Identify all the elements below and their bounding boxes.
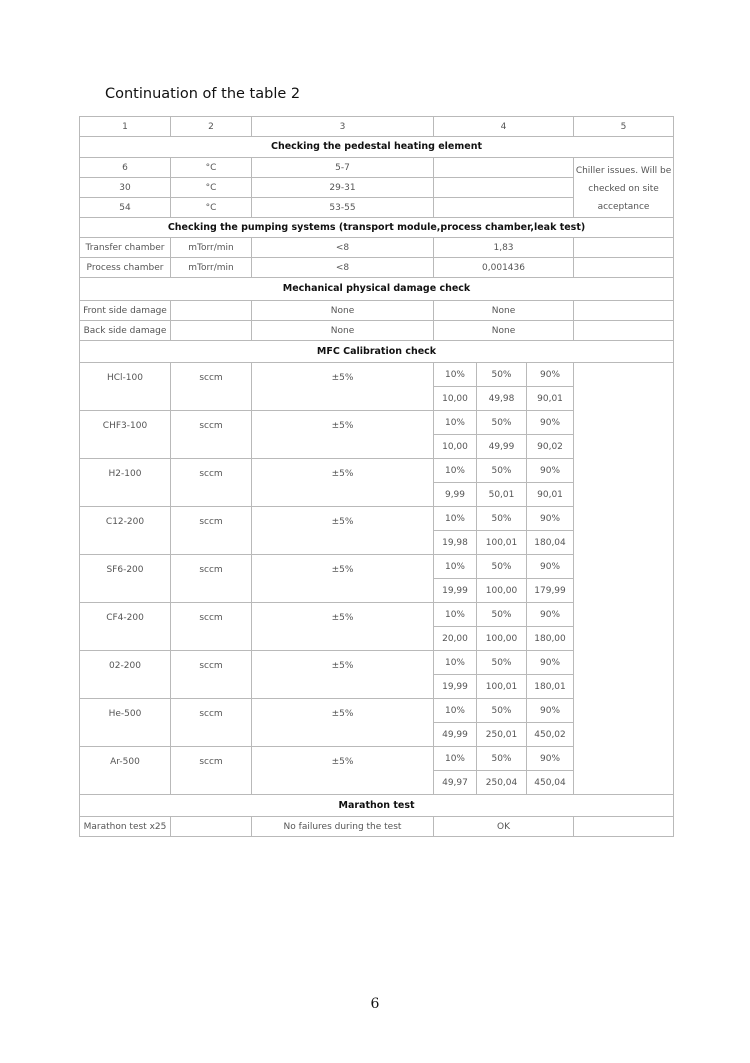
table-cell: 5-7 xyxy=(252,158,434,178)
mfc-measured: 100,00 xyxy=(477,579,527,603)
table-row xyxy=(80,258,674,278)
mfc-measured: 90,01 xyxy=(527,483,574,507)
table-cell: 30 xyxy=(80,178,171,198)
mfc-measured: 180,01 xyxy=(527,675,574,699)
mfc-measured: 9,99 xyxy=(434,483,477,507)
mfc-setpoint: 10% xyxy=(434,747,477,771)
mfc-name: Ar-500 xyxy=(80,747,171,795)
mfc-unit: sccm xyxy=(171,507,252,555)
mfc-setpoint: 90% xyxy=(527,699,574,723)
mfc-measured: 90,01 xyxy=(527,387,574,411)
column-number: 5 xyxy=(574,117,674,137)
table-cell: °C xyxy=(171,178,252,198)
mfc-setpoint: 50% xyxy=(477,507,527,531)
table-row xyxy=(80,321,674,341)
table-cell: °C xyxy=(171,158,252,178)
mfc-setpoint: 10% xyxy=(434,459,477,483)
mfc-setpoint: 50% xyxy=(477,603,527,627)
table-cell: Process chamber xyxy=(80,258,171,278)
mfc-measured: 49,98 xyxy=(477,387,527,411)
table-cell: Transfer chamber xyxy=(80,238,171,258)
mfc-tolerance: ±5% xyxy=(252,459,434,507)
section-header-row xyxy=(80,795,674,817)
table-cell: 53-55 xyxy=(252,198,434,218)
table-row xyxy=(80,238,674,258)
section-header-row xyxy=(80,341,674,363)
mfc-measured: 19,99 xyxy=(434,675,477,699)
mfc-measured: 10,00 xyxy=(434,387,477,411)
table-row xyxy=(80,301,674,321)
mfc-setpoint: 90% xyxy=(527,747,574,771)
table-cell xyxy=(434,198,574,218)
mfc-measured: 450,02 xyxy=(527,723,574,747)
table-cell: 6 xyxy=(80,158,171,178)
mfc-unit: sccm xyxy=(171,459,252,507)
table-cell: Front side damage xyxy=(80,301,171,321)
table-caption: Continuation of the table 2 xyxy=(105,86,301,102)
mfc-setpoint: 50% xyxy=(477,747,527,771)
mfc-setpoint: 10% xyxy=(434,555,477,579)
column-number: 4 xyxy=(434,117,574,137)
mfc-setpoint: 90% xyxy=(527,507,574,531)
mfc-setpoint: 10% xyxy=(434,699,477,723)
table-cell: None xyxy=(434,321,574,341)
table-row xyxy=(80,158,674,178)
mfc-setpoint: 10% xyxy=(434,363,477,387)
mfc-name: HCl-100 xyxy=(80,363,171,411)
section-title: Mechanical physical damage check xyxy=(80,278,674,301)
mfc-tolerance: ±5% xyxy=(252,411,434,459)
table-cell: Marathon test x25 xyxy=(80,817,171,837)
mfc-setpoint: 10% xyxy=(434,603,477,627)
mfc-name: H2-100 xyxy=(80,459,171,507)
mfc-setpoint: 50% xyxy=(477,651,527,675)
mfc-tolerance: ±5% xyxy=(252,747,434,795)
table-cell: <8 xyxy=(252,258,434,278)
table-cell: 1,83 xyxy=(434,238,574,258)
table-cell xyxy=(574,301,674,321)
table-cell: 29-31 xyxy=(252,178,434,198)
mfc-setpoint: 90% xyxy=(527,459,574,483)
mfc-name: SF6-200 xyxy=(80,555,171,603)
mfc-name: He-500 xyxy=(80,699,171,747)
mfc-setpoint: 90% xyxy=(527,555,574,579)
mfc-tolerance: ±5% xyxy=(252,363,434,411)
section-title: MFC Calibration check xyxy=(80,341,674,363)
mfc-setpoint: 90% xyxy=(527,603,574,627)
mfc-unit: sccm xyxy=(171,651,252,699)
section-title: Marathon test xyxy=(80,795,674,817)
table-cell xyxy=(171,817,252,837)
table-cell: No failures during the test xyxy=(252,817,434,837)
section-header-row xyxy=(80,218,674,238)
table-cell xyxy=(171,301,252,321)
mfc-measured: 100,01 xyxy=(477,675,527,699)
table-cell xyxy=(574,363,674,795)
mfc-measured: 49,97 xyxy=(434,771,477,795)
table-cell xyxy=(574,321,674,341)
mfc-measured: 90,02 xyxy=(527,435,574,459)
mfc-name: C12-200 xyxy=(80,507,171,555)
table-cell: Back side damage xyxy=(80,321,171,341)
mfc-measured: 100,01 xyxy=(477,531,527,555)
section-title: Checking the pumping systems (transport module,process chamber,leak test) xyxy=(80,218,674,238)
mfc-tolerance: ±5% xyxy=(252,651,434,699)
mfc-tolerance: ±5% xyxy=(252,603,434,651)
mfc-measured: 20,00 xyxy=(434,627,477,651)
mfc-row xyxy=(80,363,674,387)
table-cell: °C xyxy=(171,198,252,218)
mfc-measured: 49,99 xyxy=(434,723,477,747)
table-cell xyxy=(434,158,574,178)
mfc-unit: sccm xyxy=(171,363,252,411)
mfc-tolerance: ±5% xyxy=(252,555,434,603)
table-cell: 0,001436 xyxy=(434,258,574,278)
column-number: 1 xyxy=(80,117,171,137)
mfc-tolerance: ±5% xyxy=(252,507,434,555)
mfc-unit: sccm xyxy=(171,699,252,747)
column-number-row xyxy=(80,117,674,137)
mfc-setpoint: 90% xyxy=(527,363,574,387)
mfc-measured: 180,04 xyxy=(527,531,574,555)
mfc-name: 02-200 xyxy=(80,651,171,699)
table-cell: None xyxy=(252,301,434,321)
table-cell xyxy=(574,238,674,258)
mfc-unit: sccm xyxy=(171,747,252,795)
mfc-setpoint: 10% xyxy=(434,411,477,435)
mfc-measured: 250,01 xyxy=(477,723,527,747)
table-row xyxy=(80,817,674,837)
mfc-setpoint: 10% xyxy=(434,507,477,531)
mfc-measured: 250,04 xyxy=(477,771,527,795)
table-cell: None xyxy=(252,321,434,341)
calibration-table xyxy=(79,116,674,837)
table-cell xyxy=(574,258,674,278)
mfc-measured: 180,00 xyxy=(527,627,574,651)
table-cell: 54 xyxy=(80,198,171,218)
mfc-setpoint: 50% xyxy=(477,411,527,435)
table-cell: mTorr/min xyxy=(171,238,252,258)
column-number: 3 xyxy=(252,117,434,137)
table-cell: <8 xyxy=(252,238,434,258)
note-cell: Chiller issues. Will be checked on site acceptance xyxy=(574,158,674,218)
mfc-measured: 10,00 xyxy=(434,435,477,459)
mfc-tolerance: ±5% xyxy=(252,699,434,747)
mfc-setpoint: 50% xyxy=(477,459,527,483)
table-cell xyxy=(171,321,252,341)
mfc-unit: sccm xyxy=(171,555,252,603)
mfc-setpoint: 50% xyxy=(477,699,527,723)
mfc-unit: sccm xyxy=(171,411,252,459)
mfc-setpoint: 90% xyxy=(527,411,574,435)
mfc-setpoint: 90% xyxy=(527,651,574,675)
table-cell: None xyxy=(434,301,574,321)
section-title: Checking the pedestal heating element xyxy=(80,137,674,158)
mfc-measured: 450,04 xyxy=(527,771,574,795)
table-cell: OK xyxy=(434,817,574,837)
table-cell: mTorr/min xyxy=(171,258,252,278)
mfc-measured: 50,01 xyxy=(477,483,527,507)
mfc-measured: 19,98 xyxy=(434,531,477,555)
mfc-measured: 49,99 xyxy=(477,435,527,459)
mfc-unit: sccm xyxy=(171,603,252,651)
mfc-name: CHF3-100 xyxy=(80,411,171,459)
page-number: 6 xyxy=(370,996,380,1012)
table-cell xyxy=(574,817,674,837)
mfc-setpoint: 50% xyxy=(477,555,527,579)
section-header-row xyxy=(80,278,674,301)
table-cell xyxy=(434,178,574,198)
column-number: 2 xyxy=(171,117,252,137)
section-header-row xyxy=(80,137,674,158)
mfc-name: CF4-200 xyxy=(80,603,171,651)
mfc-setpoint: 50% xyxy=(477,363,527,387)
mfc-measured: 19,99 xyxy=(434,579,477,603)
mfc-measured: 179,99 xyxy=(527,579,574,603)
mfc-measured: 100,00 xyxy=(477,627,527,651)
mfc-setpoint: 10% xyxy=(434,651,477,675)
